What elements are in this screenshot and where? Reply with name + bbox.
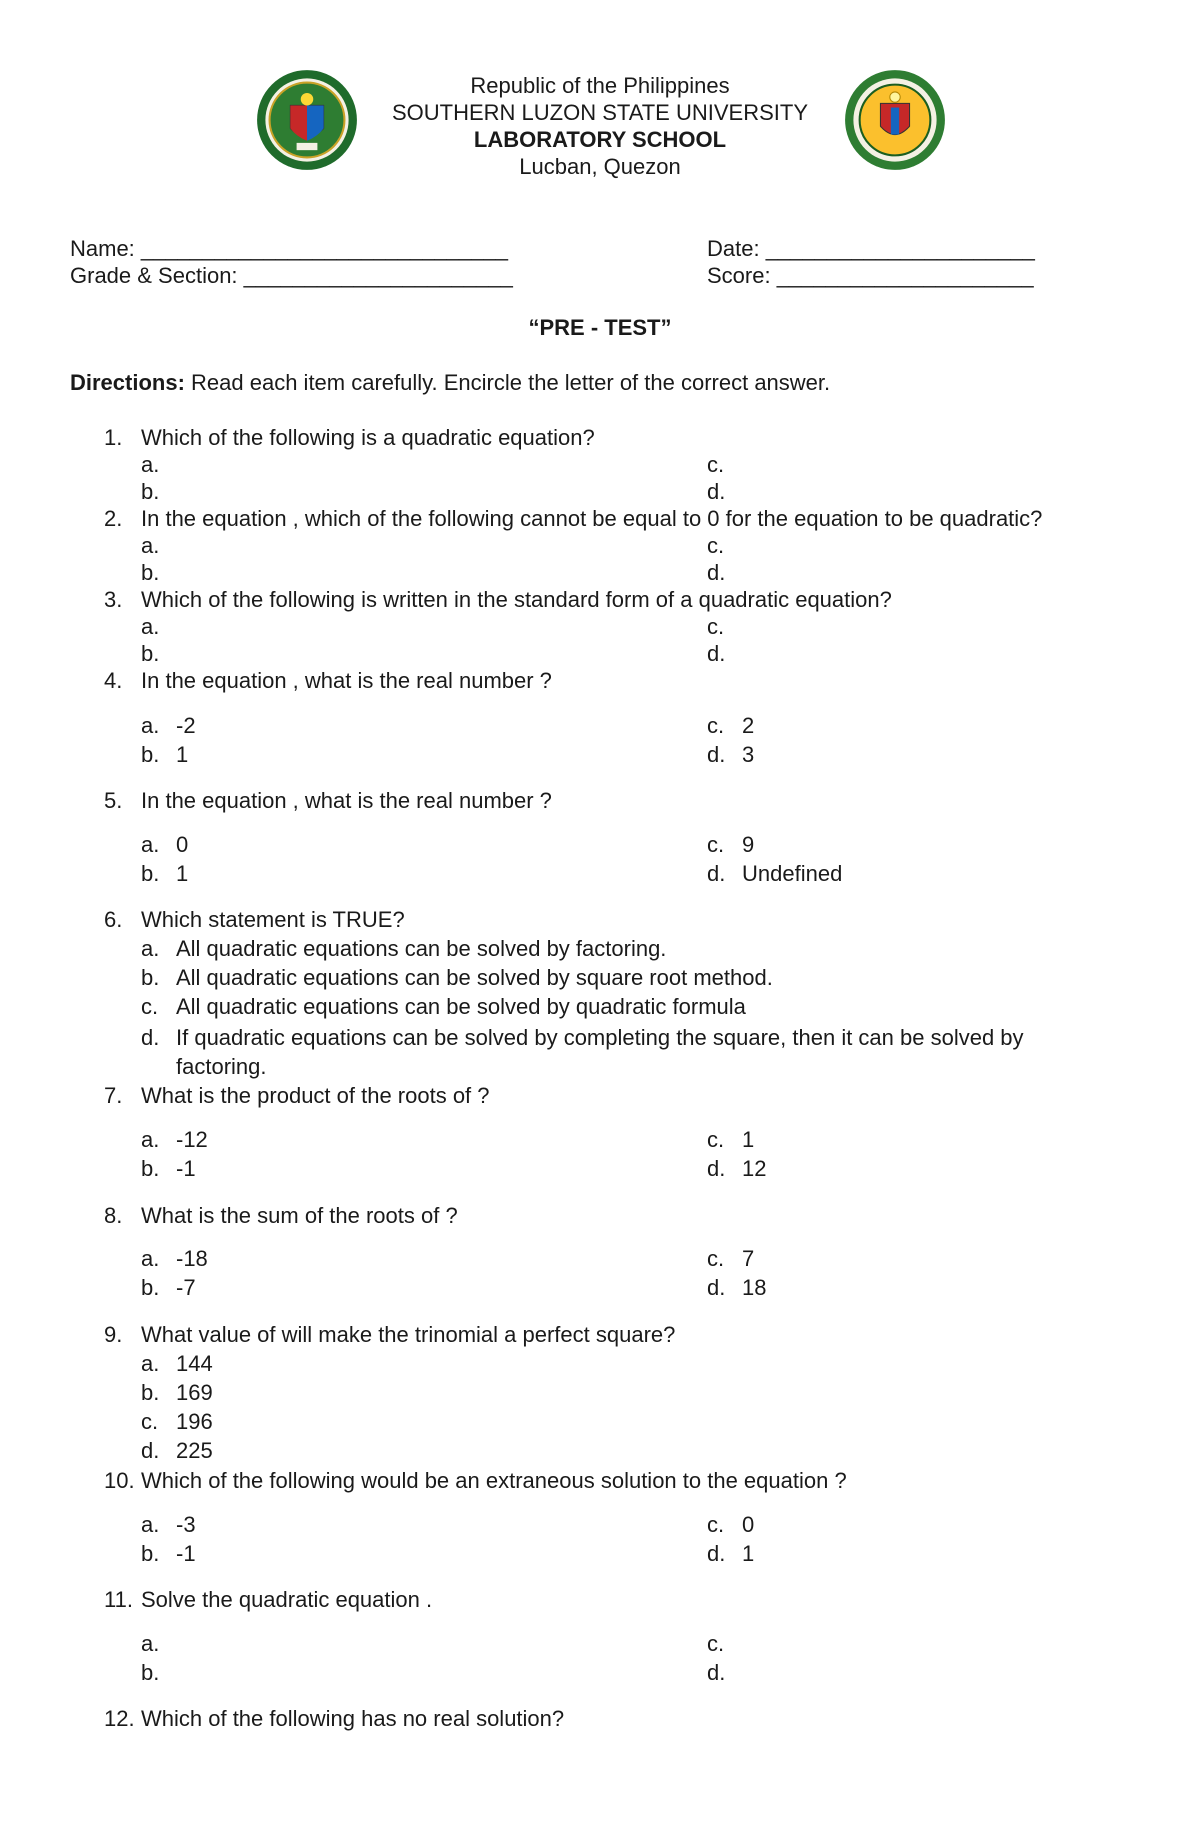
option-value: 196	[176, 1409, 213, 1434]
option-letter: a.	[141, 1246, 160, 1271]
question-number: 2.	[104, 506, 123, 531]
option-letter: c.	[707, 452, 725, 477]
option-letter: c.	[707, 1512, 725, 1537]
option-letter: c.	[707, 1127, 725, 1152]
option-b[interactable]	[141, 1380, 213, 1406]
option-c[interactable]	[707, 533, 742, 559]
option-letter: d.	[707, 479, 726, 504]
option-value: 0	[742, 1512, 755, 1537]
question-number: 7.	[104, 1083, 123, 1108]
option-c[interactable]	[707, 452, 742, 478]
option-value: 18	[742, 1275, 767, 1300]
option-d[interactable]	[707, 560, 742, 586]
option-letter: c.	[707, 832, 725, 857]
option-letter: d.	[707, 560, 726, 585]
question-text: Solve the quadratic equation .	[141, 1587, 433, 1612]
option-letter: a.	[141, 1127, 160, 1152]
option-letter: b.	[141, 641, 160, 666]
option-letter: a.	[141, 614, 160, 639]
question-text: Which of the following is written in the standard form of a quadratic equation?	[141, 587, 892, 612]
option-letter: a.	[141, 1512, 160, 1537]
name-field[interactable]: Name: ______________________________	[70, 236, 508, 261]
option-letter: a.	[141, 1351, 160, 1376]
grade-section-field[interactable]: Grade & Section: ______________________	[70, 263, 513, 288]
option-letter: d.	[707, 1156, 726, 1181]
option-letter: c.	[141, 994, 159, 1019]
option-b[interactable]	[141, 965, 773, 991]
option-c[interactable]	[141, 1409, 213, 1435]
option-value: 225	[176, 1438, 213, 1463]
question-text: What is the sum of the roots of ?	[141, 1203, 458, 1228]
option-letter: b.	[141, 560, 160, 585]
option-d[interactable]	[707, 1541, 754, 1567]
question-text: What value of will make the trinomial a perfect square?	[141, 1322, 676, 1347]
question-text: Which of the following is a quadratic equation?	[141, 425, 595, 450]
option-letter: c.	[707, 1631, 725, 1656]
option-d[interactable]	[707, 742, 754, 768]
question-number: 3.	[104, 587, 123, 612]
option-letter: d.	[707, 641, 726, 666]
option-a[interactable]	[141, 1351, 213, 1377]
option-d[interactable]	[707, 861, 842, 887]
option-value: -1	[176, 1541, 196, 1566]
option-c[interactable]	[707, 1512, 754, 1538]
directions-label: Directions:	[70, 370, 185, 395]
option-letter: b.	[141, 742, 160, 767]
header-school: LABORATORY SCHOOL	[473, 127, 727, 152]
option-letter: a.	[141, 1631, 160, 1656]
school-header	[0, 72, 1200, 180]
question-number: 4.	[104, 668, 123, 693]
question-text: Which of the following would be an extraneous solution to the equation ?	[141, 1468, 847, 1493]
option-letter: a.	[141, 713, 160, 738]
option-a[interactable]	[141, 452, 176, 478]
option-d[interactable]	[707, 1275, 766, 1301]
option-letter: b.	[141, 965, 160, 990]
option-value: Undefined	[742, 861, 843, 886]
option-a[interactable]	[141, 936, 666, 962]
option-letter: b.	[141, 1275, 160, 1300]
question-number: 11.	[104, 1587, 133, 1612]
option-value: 2	[742, 713, 755, 738]
option-value: 12	[742, 1156, 767, 1181]
option-value: If quadratic equations can be solved by completing the square, then it can be solved by factoring.	[176, 1025, 1024, 1079]
header-republic: Republic of the Philippines	[470, 73, 730, 98]
option-a[interactable]	[141, 1512, 196, 1538]
option-value: 9	[742, 832, 755, 857]
question-number: 6.	[104, 907, 123, 932]
option-a[interactable]	[141, 832, 188, 858]
question-text: In the equation , what is the real number ?	[141, 788, 552, 813]
option-letter: c.	[707, 614, 725, 639]
option-letter: c.	[707, 533, 725, 558]
date-field[interactable]: Date: ______________________	[707, 236, 1035, 261]
option-letter: d.	[707, 1275, 726, 1300]
header-university: SOUTHERN LUZON STATE UNIVERSITY	[391, 100, 808, 125]
option-letter: d.	[707, 1541, 726, 1566]
question-text: What is the product of the roots of ?	[141, 1083, 490, 1108]
score-field[interactable]: Score: _____________________	[707, 263, 1034, 288]
option-b[interactable]	[141, 1660, 176, 1686]
option-value: 1	[742, 1127, 755, 1152]
option-b[interactable]	[141, 560, 176, 586]
option-value: -1	[176, 1156, 196, 1181]
question-number: 8.	[104, 1203, 123, 1228]
option-b[interactable]	[141, 479, 176, 505]
option-c[interactable]	[707, 832, 754, 858]
option-value: All quadratic equations can be solved by factoring.	[176, 936, 667, 961]
option-a[interactable]	[141, 1127, 208, 1153]
option-letter: a.	[141, 936, 160, 961]
option-value: 1	[176, 742, 189, 767]
option-value: All quadratic equations can be solved by square root method.	[176, 965, 773, 990]
option-letter: d.	[707, 742, 726, 767]
option-c[interactable]	[141, 994, 746, 1020]
option-letter: a.	[141, 533, 160, 558]
option-a[interactable]	[141, 614, 176, 640]
option-a[interactable]	[141, 533, 176, 559]
question-number: 10.	[104, 1468, 135, 1493]
option-letter: b.	[141, 861, 160, 886]
test-title: “PRE - TEST”	[528, 315, 672, 340]
option-value: 144	[176, 1351, 213, 1376]
question-text: In the equation , which of the following cannot be equal to 0 for the equation to be quadratic?	[141, 506, 1043, 531]
option-letter: c.	[141, 1409, 159, 1434]
option-letter: b.	[141, 1660, 160, 1685]
option-letter: d.	[141, 1438, 160, 1463]
option-value: All quadratic equations can be solved by quadratic formula	[176, 994, 746, 1019]
option-c[interactable]	[707, 1631, 742, 1657]
directions-text: Read each item carefully. Encircle the letter of the correct answer.	[184, 370, 831, 395]
option-value: 1	[176, 861, 189, 886]
option-value: 0	[176, 832, 189, 857]
option-c[interactable]	[707, 1127, 754, 1153]
option-b[interactable]	[141, 1541, 196, 1567]
header-location: Lucban, Quezon	[519, 154, 681, 179]
option-value: -2	[176, 713, 196, 738]
option-b[interactable]	[141, 1156, 196, 1182]
option-letter: c.	[707, 1246, 725, 1271]
option-letter: b.	[141, 479, 160, 504]
question-text: Which statement is TRUE?	[141, 907, 405, 932]
option-letter: d.	[707, 1660, 726, 1685]
option-c[interactable]	[707, 614, 742, 640]
option-b[interactable]	[141, 1275, 196, 1301]
option-letter: c.	[707, 713, 725, 738]
option-a[interactable]	[141, 1631, 176, 1657]
question-number: 9.	[104, 1322, 123, 1347]
question-text: In the equation , what is the real number ?	[141, 668, 552, 693]
question-number: 1.	[104, 425, 123, 450]
option-letter: b.	[141, 1541, 160, 1566]
option-c[interactable]	[707, 713, 754, 739]
option-letter: d.	[141, 1025, 160, 1050]
option-value: -18	[176, 1246, 208, 1271]
option-a[interactable]	[141, 1246, 208, 1272]
option-d[interactable]	[707, 479, 742, 505]
option-value: 3	[742, 742, 755, 767]
option-c[interactable]	[707, 1246, 754, 1272]
option-letter: b.	[141, 1156, 160, 1181]
option-value: -7	[176, 1275, 196, 1300]
option-value: 1	[742, 1541, 755, 1566]
option-value: -12	[176, 1127, 208, 1152]
option-letter: a.	[141, 452, 160, 477]
option-value: 7	[742, 1246, 755, 1271]
option-value: 169	[176, 1380, 213, 1405]
option-b[interactable]	[141, 742, 188, 768]
question-text: Which of the following has no real solution?	[141, 1706, 565, 1731]
option-letter: b.	[141, 1380, 160, 1405]
option-a[interactable]	[141, 713, 196, 739]
option-d[interactable]	[141, 1023, 1101, 1081]
option-value: -3	[176, 1512, 196, 1537]
option-letter: a.	[141, 832, 160, 857]
option-d[interactable]	[707, 1660, 742, 1686]
option-d[interactable]	[707, 1156, 766, 1182]
question-number: 5.	[104, 788, 123, 813]
option-b[interactable]	[141, 641, 176, 667]
directions	[70, 370, 830, 396]
question-number: 12.	[104, 1706, 135, 1731]
option-d[interactable]	[707, 641, 742, 667]
option-b[interactable]	[141, 861, 188, 887]
option-letter: d.	[707, 861, 726, 886]
option-d[interactable]	[141, 1438, 213, 1464]
